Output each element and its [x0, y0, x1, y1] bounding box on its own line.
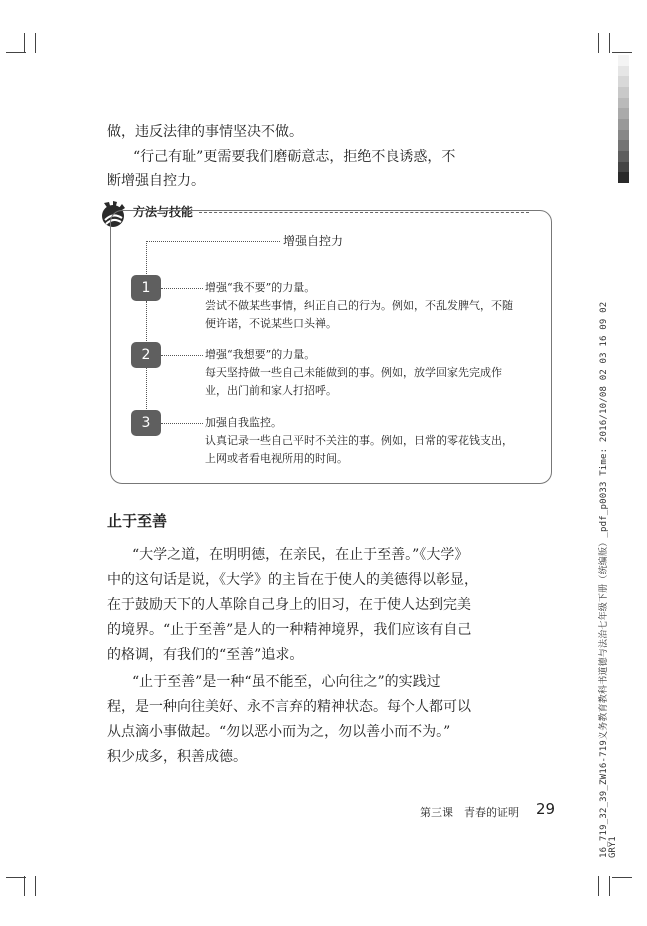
- step-number-badge: 3: [131, 410, 161, 436]
- crop-mark: [612, 52, 632, 53]
- step-line: 尝试不做某些事情，纠正自己的行为。例如，不乱发脾气，不随: [205, 299, 513, 312]
- crop-mark: [598, 876, 599, 896]
- connector-line: [146, 301, 147, 343]
- step-number-badge: 2: [131, 342, 161, 368]
- crop-mark: [24, 33, 25, 53]
- side-print-info: 16_719_32_39_ZW16-719义务教育教科书道德与法治七年级下册（统编版）_pdf_p0033 Time: 2016/10/08 02 03 16 09 02: [599, 301, 609, 858]
- crop-mark: [35, 33, 36, 53]
- paragraph-line: “行己有耻”更需要我们磨砺意志，拒绝不良诱惑，不: [133, 149, 456, 165]
- grayscale-strip: [618, 55, 629, 183]
- crop-mark: [609, 876, 610, 896]
- step-text: [205, 279, 513, 333]
- step-number-badge: 1: [131, 275, 161, 301]
- paragraph-line: 程，是一种向往美好、永不言弃的精神状态。每个人都可以: [107, 699, 471, 715]
- crop-mark: [6, 52, 26, 53]
- step-heading: 加强自我监控。: [205, 416, 282, 429]
- step-line: 认真记录一些自己平时不关注的事。例如，日常的零花钱支出，: [205, 434, 513, 447]
- paragraph-line: 积少成多，积善成德。: [107, 749, 247, 765]
- connector-line: [146, 241, 147, 278]
- paragraph-line: 断增强自控力。: [107, 173, 205, 189]
- page-number: 29: [536, 800, 556, 818]
- paragraph-line: 的境界。“止于至善”是人的一种精神境界，我们应该有自己: [107, 622, 472, 638]
- paragraph-line: 在于鼓励天下的人革除自己身上的旧习，在于使人达到完美: [107, 597, 471, 613]
- paragraph-line: 中的这句话是说，《大学》的主旨在于使人的美德得以彰显，: [107, 572, 478, 588]
- crop-mark: [35, 876, 36, 896]
- step-line: 每天坚持做一些自己未能做到的事。例如，放学回家先完成作: [205, 366, 502, 379]
- step-heading: 增强“我不要”的力量。: [205, 281, 316, 294]
- paragraph-line: 做，违反法律的事情坚决不做。: [107, 124, 303, 140]
- section-label: 方法与技能: [133, 205, 194, 219]
- step-text: [205, 346, 502, 400]
- paragraph-line: 从点滴小事做起。“勿以恶小而为之，勿以善小而不为。”: [107, 724, 451, 740]
- paragraph-line: 的格调，有我们的“至善”追求。: [107, 647, 304, 663]
- connector-line: [161, 423, 203, 424]
- connector-line: [146, 367, 147, 409]
- step-heading: 增强“我想要”的力量。: [205, 348, 316, 361]
- paragraph-line: “止于至善”是一种“虽不能至，心向往之”的实践过: [132, 674, 441, 690]
- crop-mark: [598, 33, 599, 53]
- crop-mark: [609, 33, 610, 53]
- crop-mark: [6, 877, 26, 878]
- connector-line: [161, 288, 203, 289]
- crop-mark: [24, 876, 25, 896]
- connector-line: [161, 355, 203, 356]
- crop-mark: [612, 877, 632, 878]
- step-text: [205, 414, 513, 468]
- chapter-label: 第三课 青春的证明: [420, 806, 519, 819]
- step-line: 上网或者看电视所用的时间。: [205, 452, 348, 465]
- section-heading: 止于至善: [107, 512, 168, 530]
- connector-line: [146, 241, 280, 242]
- side-print-code: GRY1: [608, 836, 618, 858]
- step-line: 业，出门前和家人打招呼。: [205, 384, 337, 397]
- step-line: 便许诺，不说某些口头禅。: [205, 317, 337, 330]
- method-title: 增强自控力: [283, 234, 344, 248]
- paragraph-line: “大学之道，在明明德，在亲民，在止于至善。”《大学》: [132, 547, 469, 563]
